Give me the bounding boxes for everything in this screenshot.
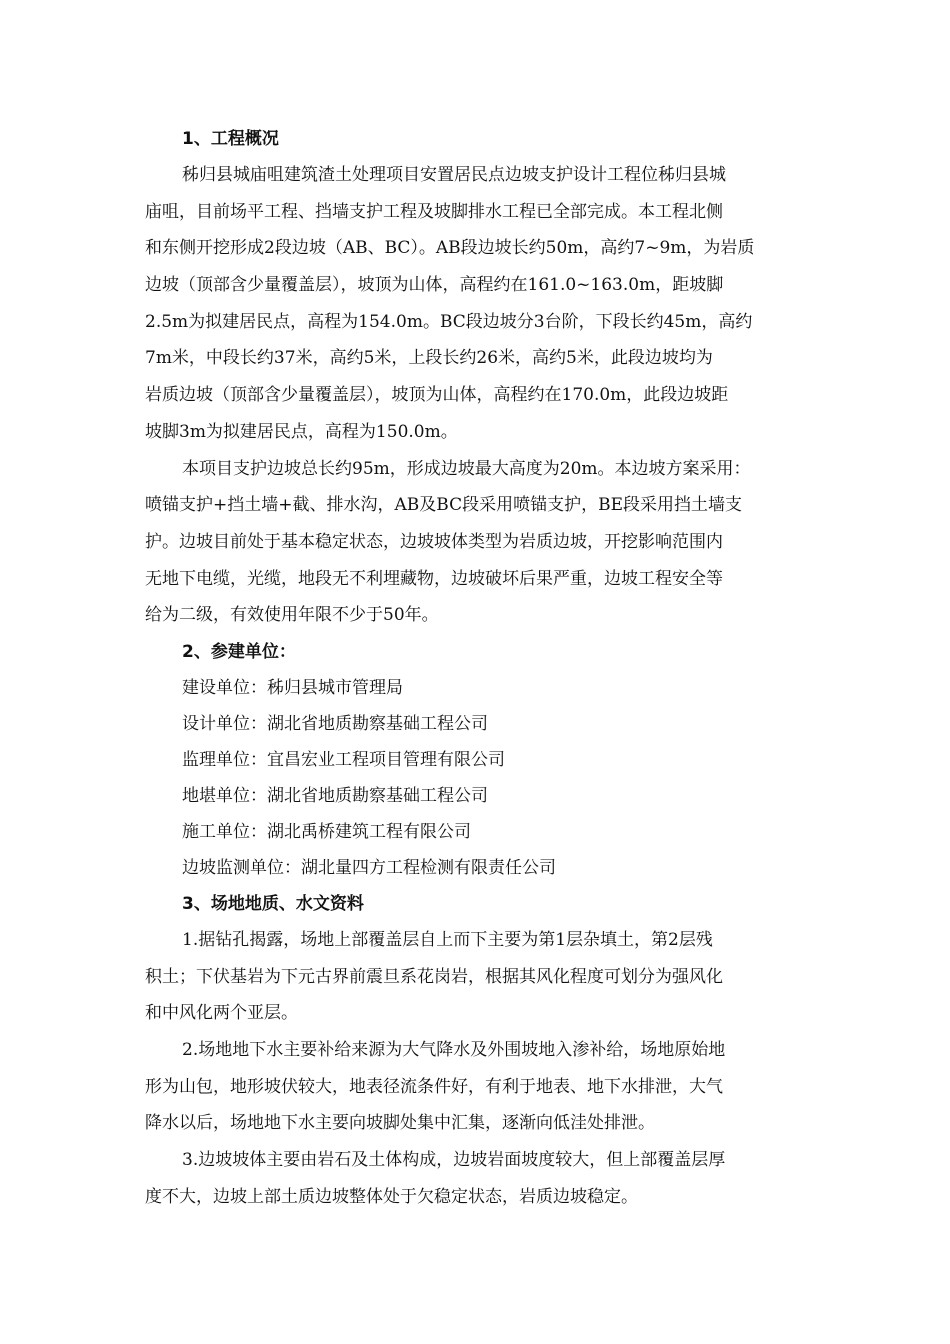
list-item: 设计单位：湖北省地质勘察基础工程公司 [182, 713, 488, 734]
text-line: 本项目支护边坡总长约95m，形成边坡最大高度为20m。本边坡方案采用： [182, 458, 751, 479]
text-line: 2.场地地下水主要补给来源为大气降水及外围坡地入渗补给，场地原始地 [182, 1040, 726, 1060]
section-heading-participants: 2、参建单位： [182, 641, 296, 662]
text-line: 2.5m为拟建居民点，高程为154.0m。BC段边坡分3台阶，下段长约45m，高约 [145, 311, 753, 332]
text-line: 形为山包，地形坡伏较大，地表径流条件好，有利于地表、地下水排泄，大气 [145, 1076, 723, 1097]
text-line: 坡脚3m为拟建居民点，高程为150.0m。 [145, 421, 458, 442]
text-line: 度不大，边坡上部土质边坡整体处于欠稳定状态，岩质边坡稳定。 [145, 1186, 638, 1207]
text-line: 1.据钻孔揭露，场地上部覆盖层自上而下主要为第1层杂填土，第2层残 [182, 929, 713, 950]
section-heading-overview: 1、工程概况 [182, 129, 279, 149]
paragraph-geology-1 [145, 922, 805, 1032]
text-line: 和东侧开挖形成2段边坡（AB、BC）。AB段边坡长约50m，高约7~9m，为岩质 [145, 238, 755, 259]
text-line: 给为二级，有效使用年限不少于50年。 [145, 605, 439, 626]
list-item: 边坡监测单位：湖北量四方工程检测有限责任公司 [182, 857, 556, 878]
text-line: 边坡（顶部含少量覆盖层），坡顶为山体，高程约在161.0~163.0m，距坡脚 [145, 275, 724, 296]
list-item: 地堪单位：湖北省地质勘察基础工程公司 [182, 785, 488, 806]
text-line: 7m米，中段长约37米，高约5米，上段长约26米，高约5米，此段边坡均为 [145, 348, 713, 369]
list-item: 施工单位：湖北禹桥建筑工程有限公司 [182, 821, 471, 842]
text-line: 3.边坡坡体主要由岩石及土体构成，边坡岩面坡度较大，但上部覆盖层厚 [182, 1150, 726, 1171]
text-line: 护。边坡目前处于基本稳定状态，边坡坡体类型为岩质边坡，开挖影响范围内 [145, 531, 723, 552]
paragraph-overview-2 [145, 451, 805, 634]
paragraph-geology-3 [145, 1142, 805, 1215]
section-heading-geology: 3、场地地质、水文资料 [182, 893, 364, 914]
text-line: 岩质边坡（顶部含少量覆盖层），坡顶为山体，高程约在170.0m，此段边坡距 [145, 385, 729, 406]
text-line: 庙咀，目前场平工程、挡墙支护工程及坡脚排水工程已全部完成。本工程北侧 [145, 201, 723, 222]
text-line: 喷锚支护+挡土墙+截、排水沟，AB及BC段采用喷锚支护，BE段采用挡土墙支 [145, 495, 742, 516]
list-item: 监理单位：宜昌宏业工程项目管理有限公司 [182, 749, 505, 770]
text-line: 积土；下伏基岩为下元古界前震旦系花岗岩，根据其风化程度可划分为强风化 [145, 966, 723, 987]
paragraph-overview-1 [145, 157, 805, 451]
text-line: 无地下电缆，光缆，地段无不利埋藏物，边坡破坏后果严重，边坡工程安全等 [145, 568, 723, 589]
paragraph-geology-2 [145, 1032, 805, 1142]
list-item: 建设单位：秭归县城市管理局 [182, 677, 403, 698]
text-line: 和中风化两个亚层。 [145, 1003, 298, 1024]
document-page [145, 121, 805, 1215]
text-line: 降水以后，场地地下水主要向坡脚处集中汇集，逐渐向低洼处排泄。 [145, 1113, 655, 1134]
text-line: 秭归县城庙咀建筑渣土处理项目安置居民点边坡支护设计工程位秭归县城 [182, 165, 726, 185]
